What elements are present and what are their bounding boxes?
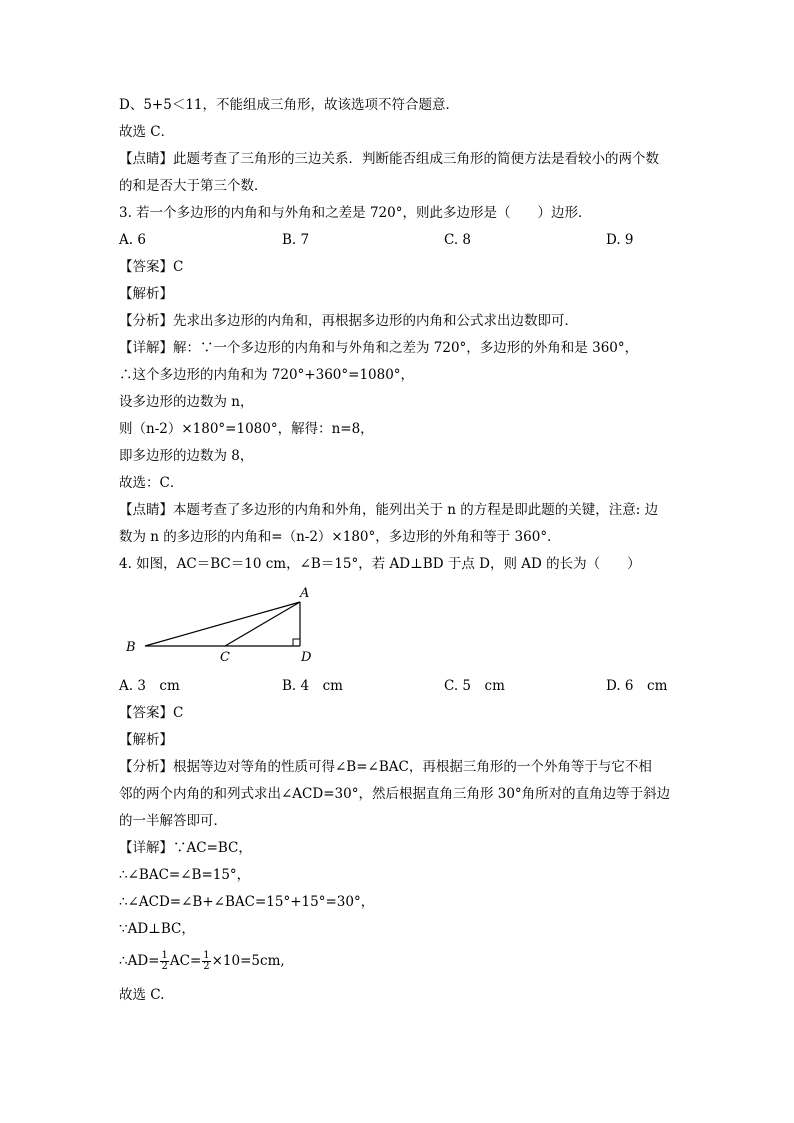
text-line: 邻的两个内角的和列式求出∠ACD=30°，然后根据直角三角形 30°角所对的直角边等于斜边 [119,786,671,802]
text-line: 【详解】∵AC=BC， [119,840,252,856]
fraction-numerator: 1 [203,950,210,961]
text-line: 故选 C． [119,124,175,140]
triangle-figure [120,582,340,672]
analysis-label: 【解析】 [119,286,173,302]
fraction-denominator: 2 [203,961,210,972]
label-b: B [126,640,136,655]
q4-option-b: B. 4 cm [282,678,343,694]
analysis-label: 【解析】 [119,732,173,748]
fraction-half-1 [160,951,168,972]
text-line: 的和是否大于第三个数． [119,178,268,194]
fraction-denominator: 2 [161,961,168,972]
text-line: ∴这个多边形的内角和为 720°+360°=1080°， [119,367,415,383]
text-line: 的一半解答即可． [119,813,227,829]
q3-option-c: C. 8 [444,232,472,248]
text-line: ∴∠ACD=∠B+∠BAC=15°+15°=30°， [119,894,375,910]
ad-prefix: ∴AD= [119,953,160,969]
segment-ba [145,602,300,646]
text-line: 故选：C． [119,475,184,491]
right-angle-mark [293,639,300,646]
text-line: 故选 C. [119,987,165,1003]
ad-formula-line [119,948,285,974]
text-line: ∴∠BAC=∠B=15°， [119,867,251,883]
text-line: D、5+5＜11，不能组成三角形，故该选项不符合题意． [119,97,459,113]
question-3: 3. 若一个多边形的内角和与外角和之差是 720°，则此多边形是（ ）边形． [119,205,592,221]
q3-option-d: D. 9 [606,232,634,248]
text-line: 【详解】解：∵一个多边形的内角和与外角和之差为 720°，多边形的外角和是 360°， [119,340,639,356]
ad-mid: AC= [169,953,202,969]
q4-option-a: A. 3 cm [119,678,180,694]
label-a: A [300,586,310,601]
label-c: C [220,650,230,665]
text-line: 【点睛】本题考查了多边形的内角和外角，能列出关于 n 的方程是即此题的关键，注意: 边 [119,502,659,518]
segment-ca [225,602,300,646]
text-line: 【分析】先求出多边形的内角和，再根据多边形的内角和公式求出边数即可． [119,313,578,329]
ad-suffix: ×10=5cm, [211,953,285,969]
q4-option-d: D. 6 cm [606,678,668,694]
text-line: 【分析】根据等边对等角的性质可得∠B=∠BAC，再根据三角形的一个外角等于与它不相 [119,759,652,775]
text-line: 则（n-2）×180°=1080°，解得：n=8， [119,421,374,437]
text-line: 设多边形的边数为 n， [119,394,254,410]
question-4: 4. 如图，AC＝BC＝10 cm，∠B＝15°，若 AD⊥BD 于点 D，则 AD 的长为（ ） [119,556,641,572]
q3-option-b: B. 7 [282,232,310,248]
text-line: 即多边形的边数为 8， [119,448,254,464]
fraction-half-2 [202,951,210,972]
q4-option-c: C. 5 cm [444,678,505,694]
answer-label: 【答案】C [119,259,184,275]
text-line: ∵AD⊥BC， [119,921,195,937]
label-d: D [301,650,312,665]
fraction-numerator: 1 [161,950,168,961]
answer-label: 【答案】C [119,705,184,721]
q3-option-a: A. 6 [119,232,146,248]
text-line: 【点睛】此题考查了三角形的三边关系．判断能否组成三角形的简便方法是看较小的两个数 [119,151,659,167]
text-line: 数为 n 的多边形的内角和=（n-2）×180°，多边形的外角和等于 360°． [119,529,561,545]
